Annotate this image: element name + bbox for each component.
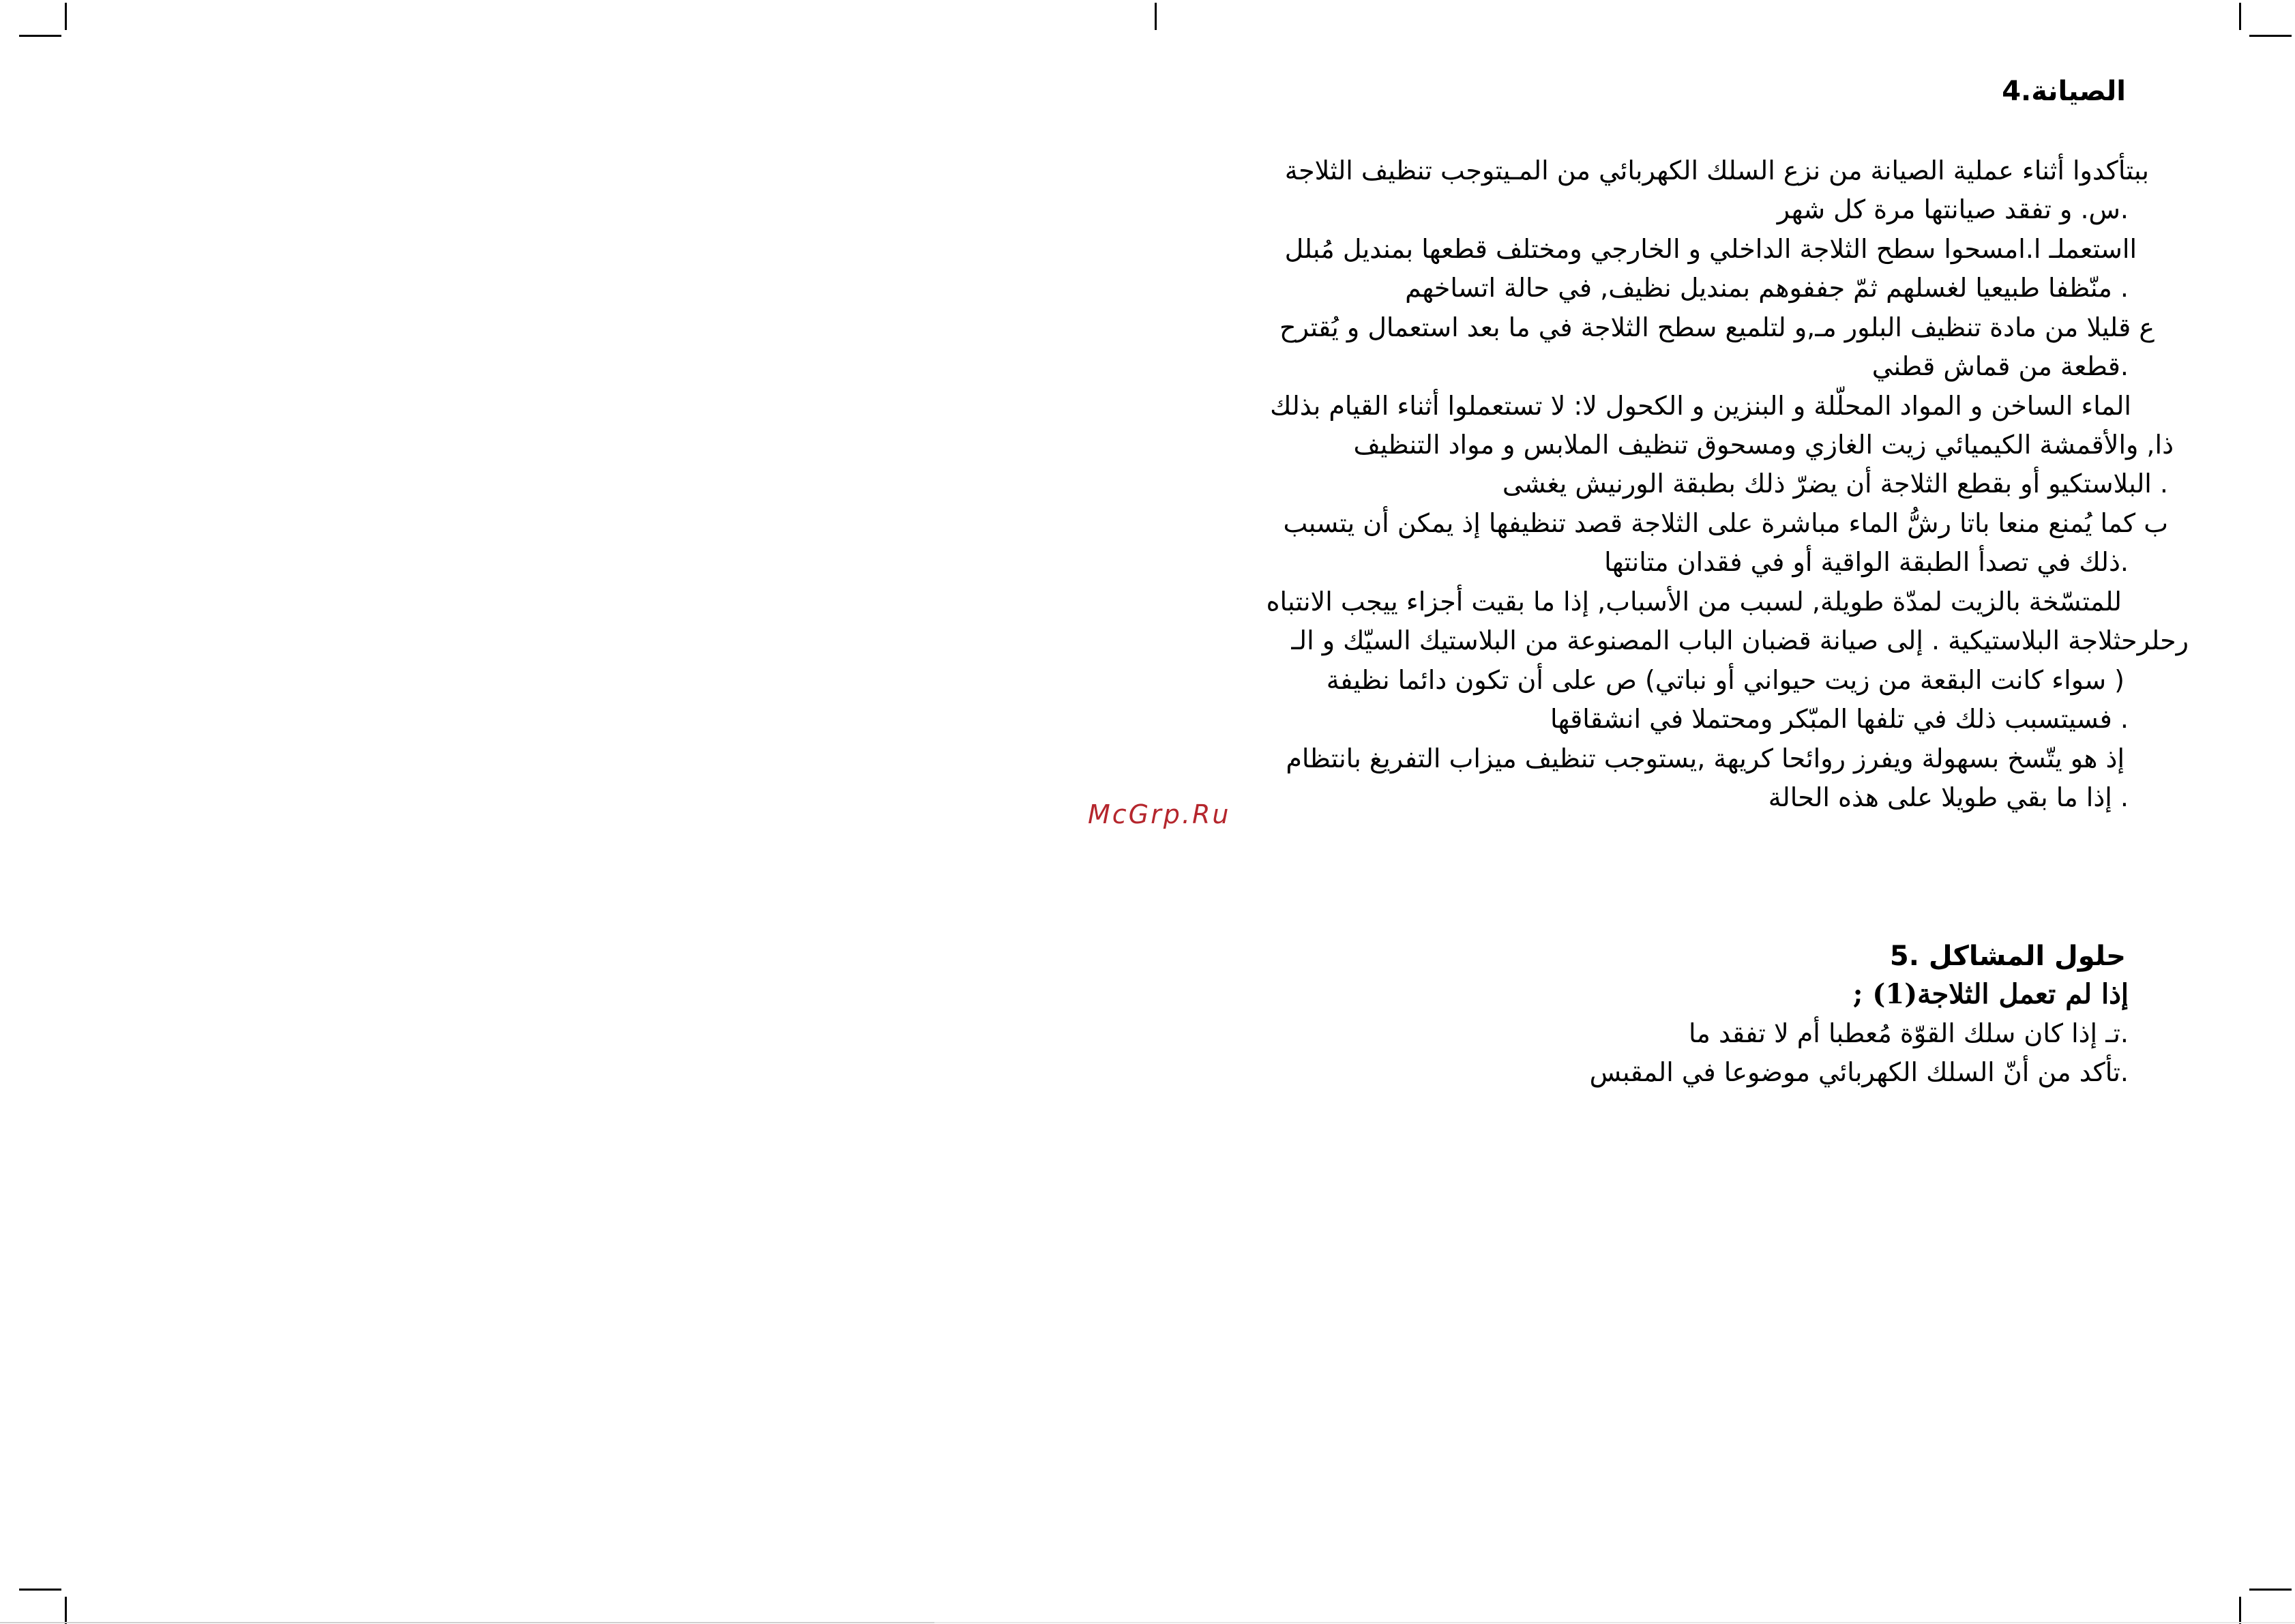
text-line: إذ هو يتّسخ بسهولة ويفرز روائحا كريهة ,يستوجب تنظيف ميزاب التفريغ بانتظام: [1286, 743, 2124, 773]
text-line: ببتأكدوا أثناء عملية الصيانة من نزع السلك الكهربائي من المـيتوجب تنظيف الثلاجة: [1284, 156, 2149, 186]
text-line: ااستعملـ ا.امسحوا سطح الثلاجة الداخلي و الخارجي ومختلف قطعها بمنديل مُبلل: [1284, 234, 2137, 264]
text-line: . فسيتسبب ذلك في تلفها المبّكر ومحتملا في انشقاقها: [1550, 704, 2129, 734]
text-line: ( سواء كانت البقعة من زيت حيواني أو نباتي) ص على أن تكون دائما نظيفة: [1326, 665, 2124, 695]
crop-mark: [1155, 3, 1157, 30]
crop-mark: [2239, 3, 2241, 30]
section-heading-troubleshooting: حلول المشاكل .5: [1889, 941, 2126, 972]
crop-mark: [2239, 1597, 2241, 1624]
text-line: رحلرحثلاجة البلاستيكية . إلى صيانة قضبان الباب المصنوعة من البلاستيك السيّك و الـ: [1291, 625, 2189, 655]
text-line: . منّظفا طبيعيا لغسلهم ثمّ جففوهم بمنديل نظيف, في حالة اتساخهم: [1405, 273, 2129, 303]
text-line: .س. و تفقد صيانتها مرة كل شهر: [1777, 194, 2129, 224]
crop-mark: [2249, 1589, 2292, 1591]
page-edge-rule: [0, 1622, 934, 1623]
crop-mark: [19, 35, 61, 37]
crop-mark: [19, 1589, 61, 1591]
text-line: ذا, والأقمشة الكيميائي زيت الغازي ومسحوق تنظيف الملابس و مواد التنظيف: [1353, 430, 2174, 460]
text-line: . البلاستكيو أو بقطع الثلاجة أن يضرّ ذلك بطبقة الورنيش يغشى: [1502, 469, 2168, 499]
text-line: .قطعة من قماش قطني: [1871, 351, 2129, 381]
crop-mark: [65, 3, 67, 30]
watermark-text: McGrp.Ru: [1088, 799, 1231, 829]
text-line: الماء الساخن و المواد المحلّلة و البنزين و الكحول لا: لا تستعملوا أثناء القيام بذلك: [1270, 391, 2131, 421]
subheading-fridge-not-working: إذا لم تعمل الثلاجة(1) ;: [1852, 978, 2129, 1010]
section-heading-maintenance: الصيانة.4: [2002, 76, 2126, 107]
crop-mark: [65, 1597, 67, 1624]
text-line: .تـ إذا كان سلك القوّة مُعطبا أم لا تفقد ما: [1688, 1018, 2129, 1048]
crop-mark: [2249, 35, 2292, 37]
text-line: ع قليلا من مادة تنظيف البلور مـ,و لتلميع سطح الثلاجة في ما بعد استعمال و يُقترح: [1279, 312, 2155, 342]
text-line: ب كما يُمنع منعا باتا رشُّ الماء مباشرة على الثلاجة قصد تنظيفها إذ يمكن أن يتسبب: [1283, 508, 2168, 538]
text-line: . إذا ما بقي طويلا على هذه الحالة: [1768, 782, 2129, 812]
text-line: للمتسّخة بالزيت لمدّة طويلة, لسبب من الأسباب, إذا ما بقيت أجزاء ييجب الانتباه: [1266, 587, 2122, 617]
text-line: .تأكد من أنّ السلك الكهربائي موضوعا في المقبس: [1589, 1057, 2129, 1087]
text-line: .ذلك في تصدأ الطبقة الواقية أو في فقدان متانتها: [1604, 547, 2129, 577]
